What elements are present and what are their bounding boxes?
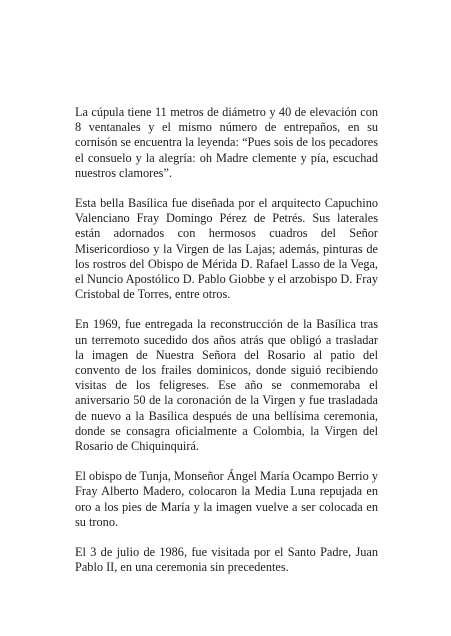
paragraph-dome: La cúpula tiene 11 metros de diámetro y 40 de elevación con 8 ventanales y el mismo número de entrepaños, en su cornisón se encuentra la leyenda: “Pues sois de los pecadores el consuelo y la alegría: oh Madre clemente y pía, escuchad nuestros clamores”. [75,105,378,180]
body-text [75,105,378,575]
paragraph-architect: Esta bella Basílica fue diseñada por el arquitecto Capuchino Valenciano Fray Domingo Pérez de Petrés. Sus laterales están adornados con hermosos cuadros del Señor Misericordioso y la Virgen de las Lajas; además, pinturas de los rostros del Obispo de Mérida D. Rafael Lasso de la Vega, el Nuncio Apostólico D. Pablo Giobbe y el arzobispo D. Fray Cristobal de Torres, entre otros. [75,196,378,302]
paragraph-crescent-moon: El obispo de Tunja, Monseñor Ángel María Ocampo Berrio y Fray Alberto Madero, colocaron la Media Luna repujada en oro a los pies de María y la imagen vuelve a ser colocada en su trono. [75,469,378,529]
paragraph-papal-visit: El 3 de julio de 1986, fue visitada por el Santo Padre, Juan Pablo II, en una ceremonia sin precedentes. [75,545,378,575]
paragraph-reconstruction: En 1969, fue entregada la reconstrucción de la Basílica tras un terremoto sucedido dos años atrás que obligó a trasladar la imagen de Nuestra Señora del Rosario al patio del convento de los frailes dominicos, donde siguió recibiendo visitas de los feligreses. Ese año se conmemoraba el aniversario 50 de la coronación de la Virgen y fue trasladada de nuevo a la Basílica después de una bellísima ceremonia, donde se consagra oficialmente a Colombia, la Virgen del Rosario de Chiquinquirá. [75,317,378,454]
